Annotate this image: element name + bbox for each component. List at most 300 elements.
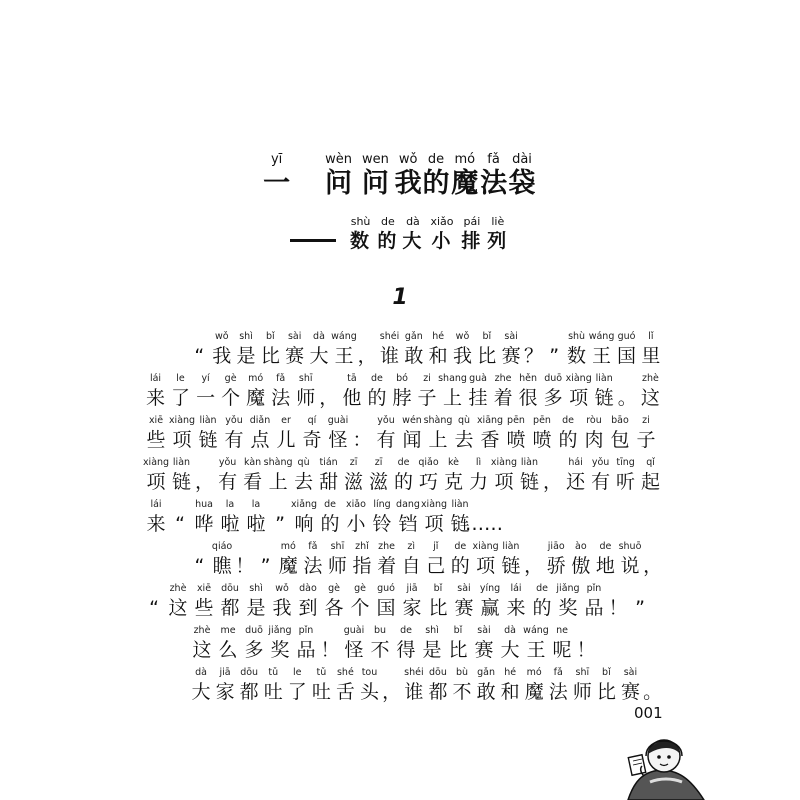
character [422, 152, 449, 201]
pinyin: ròu [586, 415, 602, 426]
hanzi: 的 [558, 429, 578, 451]
hanzi: 己 [426, 555, 446, 577]
title-number-hanzi: 一 [263, 168, 291, 199]
character [507, 152, 537, 201]
hanzi: 师 [327, 555, 347, 577]
hanzi: 家 [215, 681, 235, 703]
character [448, 541, 473, 579]
pinyin: zhe [494, 373, 512, 384]
hanzi: 王 [592, 345, 612, 367]
punctuation [318, 373, 339, 411]
text-line [143, 411, 663, 453]
character [426, 667, 450, 705]
pinyin: yǒu [218, 457, 237, 468]
title-text [320, 152, 537, 201]
hanzi: 国 [376, 597, 396, 619]
pinyin: liàn [451, 499, 469, 510]
character [193, 373, 218, 411]
hanzi: 我 [212, 345, 232, 367]
character [499, 541, 524, 579]
character [301, 541, 326, 579]
hanzi: 我 [452, 345, 472, 367]
hanzi: 魔 [246, 387, 266, 409]
character [210, 331, 234, 369]
pinyin: zì [407, 541, 415, 552]
pinyin: gè [224, 373, 237, 384]
character [473, 541, 499, 579]
pinyin: bǐ [482, 331, 492, 342]
hanzi: 我 [272, 597, 292, 619]
hanzi: 儿 [276, 429, 296, 451]
hanzi: ， [643, 555, 663, 577]
pinyin: tīng [616, 457, 635, 468]
pinyin: shàng [263, 457, 293, 468]
punctuation [382, 667, 402, 705]
hanzi: 地 [595, 555, 615, 577]
character [283, 331, 307, 369]
section-number: 1 [392, 285, 408, 310]
hanzi: 不 [452, 681, 472, 703]
hanzi: 赛 [454, 597, 474, 619]
pinyin: guà [469, 373, 487, 384]
hanzi: 骄 [546, 555, 566, 577]
character [399, 541, 424, 579]
pinyin: liàn [595, 373, 613, 384]
pinyin: wáng [523, 625, 549, 636]
character [347, 583, 373, 621]
pinyin: sài [623, 667, 638, 678]
punctuation [234, 541, 255, 579]
pinyin: yí [201, 373, 210, 384]
character [377, 215, 398, 254]
character [307, 331, 331, 369]
hanzi: 是 [422, 639, 442, 661]
hanzi: 滋 [344, 471, 364, 493]
pinyin: wǒ [214, 331, 229, 342]
hanzi: 子 [417, 387, 437, 409]
pinyin: wáng [331, 331, 357, 342]
pinyin: sài [287, 331, 302, 342]
hanzi: 赛 [474, 639, 494, 661]
character [243, 583, 269, 621]
pinyin: pēn [533, 415, 551, 426]
character [316, 457, 341, 495]
pinyin: qù [297, 457, 310, 468]
hanzi: 师 [296, 387, 316, 409]
hanzi: 呢 [552, 639, 572, 661]
pinyin: dōu [429, 667, 447, 678]
pinyin: hé [432, 331, 445, 342]
hanzi: ， [524, 555, 544, 577]
character [210, 541, 235, 579]
hanzi: 多 [244, 639, 264, 661]
character [374, 541, 399, 579]
hanzi: 了 [287, 681, 307, 703]
pinyin: de [371, 373, 383, 384]
pinyin: de [397, 457, 410, 468]
character [474, 667, 498, 705]
character [570, 667, 594, 705]
pinyin: hěn [519, 373, 538, 384]
pinyin: líng [373, 499, 391, 510]
character [402, 667, 426, 705]
character [261, 667, 285, 705]
hanzi: 这 [640, 387, 660, 409]
character [517, 457, 542, 495]
pinyin: jiā [406, 583, 418, 594]
hanzi: 是 [236, 345, 256, 367]
pinyin: zī [349, 457, 358, 468]
pinyin: hé [504, 667, 517, 678]
character [341, 457, 366, 495]
character [498, 667, 522, 705]
character [588, 457, 613, 495]
character [425, 583, 451, 621]
pinyin: le [293, 667, 302, 678]
character [377, 331, 401, 369]
pinyin: dà [313, 331, 325, 342]
hanzi: ， [319, 387, 339, 409]
hanzi: ： [352, 429, 372, 451]
character [217, 499, 243, 537]
punctuation [189, 541, 210, 579]
hanzi: 。 [643, 681, 663, 703]
hanzi: 排 [461, 230, 483, 252]
character [217, 583, 243, 621]
character [480, 152, 507, 201]
pinyin: gè [354, 583, 366, 594]
punctuation [617, 373, 638, 411]
character [267, 625, 293, 663]
character [529, 583, 555, 621]
character [189, 667, 213, 705]
pinyin: pǐn [298, 625, 314, 636]
punctuation [575, 625, 597, 663]
pinyin: dōu [240, 667, 259, 678]
character [343, 499, 369, 537]
punctuation [642, 541, 663, 579]
hanzi: 些 [146, 429, 166, 451]
hanzi: 的 [377, 230, 399, 252]
character [221, 415, 247, 453]
hanzi: 子 [636, 429, 656, 451]
character [421, 499, 447, 537]
character [394, 152, 423, 201]
hanzi: 都 [239, 681, 259, 703]
hanzi: 师 [572, 681, 592, 703]
character [195, 415, 221, 453]
hanzi: 力 [468, 471, 488, 493]
pinyin: liàn [502, 541, 520, 552]
hanzi: 小 [346, 513, 366, 535]
pinyin: ào [575, 541, 587, 552]
pinyin: tián [319, 457, 338, 468]
pinyin: zi [423, 373, 431, 384]
character [268, 373, 293, 411]
pinyin: kè [447, 457, 459, 468]
character [593, 541, 618, 579]
hanzi: 说 [620, 555, 640, 577]
character [581, 583, 607, 621]
pinyin: gǎn [477, 667, 496, 678]
pinyin: mó [248, 373, 264, 384]
character [541, 373, 566, 411]
hanzi: “ [175, 513, 185, 535]
pinyin: la [251, 499, 261, 510]
hanzi: 喷 [532, 429, 552, 451]
hanzi: 数 [567, 345, 587, 367]
character [367, 625, 393, 663]
hanzi: 都 [220, 597, 240, 619]
chapter-subtitle [0, 215, 800, 254]
character [291, 499, 317, 537]
pinyin: wǒ [398, 152, 418, 167]
hanzi: 这 [192, 639, 212, 661]
hanzi: 来 [506, 597, 526, 619]
hanzi: 敢 [476, 681, 496, 703]
hanzi: 都 [428, 681, 448, 703]
character [477, 415, 503, 453]
hanzi: 点 [250, 429, 270, 451]
hanzi: 吐 [263, 681, 283, 703]
pinyin: bǐ [266, 331, 275, 342]
pinyin: lì [475, 457, 482, 468]
character [218, 373, 243, 411]
pinyin: bù [455, 667, 469, 678]
character [477, 583, 503, 621]
pinyin: guài [343, 625, 365, 636]
hanzi: “ [149, 597, 159, 619]
pinyin: shì [425, 625, 439, 636]
character [165, 583, 191, 621]
pinyin: de [400, 625, 412, 636]
hanzi: 比 [260, 345, 280, 367]
pinyin: pǐn [586, 583, 602, 594]
hanzi: 奇 [302, 429, 322, 451]
pinyin: liè [491, 215, 505, 228]
character [339, 373, 364, 411]
character [416, 457, 441, 495]
hanzi: 香 [480, 429, 500, 451]
character [563, 457, 588, 495]
character [618, 541, 643, 579]
punctuation [194, 457, 215, 495]
pinyin: shuō [618, 541, 642, 552]
hanzi: 舌 [335, 681, 355, 703]
hanzi: 来 [146, 513, 166, 535]
character [325, 541, 350, 579]
character [321, 583, 347, 621]
pinyin: shang [438, 373, 467, 384]
pinyin: sài [504, 331, 518, 342]
character [348, 215, 374, 254]
hanzi: 家 [402, 597, 422, 619]
character [523, 625, 549, 663]
subtitle-text [346, 215, 511, 254]
character [555, 415, 581, 453]
character [320, 152, 357, 201]
character [331, 331, 357, 369]
hanzi: 他 [342, 387, 362, 409]
hanzi: 法 [548, 681, 568, 703]
character [546, 667, 570, 705]
hanzi: 链 [171, 471, 191, 493]
pinyin: tou [361, 667, 378, 678]
character [234, 331, 258, 369]
punctuation [269, 499, 291, 537]
punctuation [255, 541, 276, 579]
hanzi: 滋 [369, 471, 389, 493]
pinyin: qù [457, 415, 471, 426]
hanzi: 喷 [506, 429, 526, 451]
pinyin: xiàng [472, 541, 499, 552]
hanzi: 比 [596, 681, 616, 703]
story-text [143, 327, 663, 705]
punctuation [319, 625, 341, 663]
character [441, 457, 466, 495]
pinyin: zhè [641, 373, 659, 384]
pinyin: shéi [379, 331, 400, 342]
hanzi: 怪 [344, 639, 364, 661]
pinyin: xiàng [565, 373, 592, 384]
chapter-title [0, 152, 800, 201]
text-line [143, 537, 663, 579]
pinyin: hái [568, 457, 583, 468]
hanzi: 链 [450, 513, 470, 535]
character [341, 625, 367, 663]
character [357, 152, 394, 201]
character [389, 373, 414, 411]
hanzi: 自 [401, 555, 421, 577]
character [241, 625, 267, 663]
pinyin: tā [347, 373, 357, 384]
pinyin: tǔ [268, 667, 279, 678]
hanzi: 到 [298, 597, 318, 619]
character [215, 457, 240, 495]
hanzi: ！ [320, 639, 340, 661]
character [325, 415, 351, 453]
pinyin: fǎ [308, 541, 318, 552]
character [265, 457, 291, 495]
hanzi: 着 [493, 387, 513, 409]
pinyin: zhe [378, 541, 395, 552]
character [213, 667, 237, 705]
pinyin: mó [526, 667, 542, 678]
hanzi: ！ [576, 639, 596, 661]
character [491, 373, 516, 411]
pinyin: de [562, 415, 574, 426]
text-line [143, 663, 663, 705]
subtitle-dash [290, 239, 336, 242]
pinyin: shī [575, 667, 590, 678]
pinyin: zhè [193, 625, 211, 636]
pinyin: xiē [148, 415, 164, 426]
hanzi: 去 [294, 471, 314, 493]
title-number [263, 152, 290, 201]
character [569, 541, 594, 579]
punctuation [642, 667, 662, 705]
character [299, 415, 325, 453]
pinyin: dào [299, 583, 317, 594]
character [143, 499, 169, 537]
hanzi: 有 [224, 429, 244, 451]
hanzi: 哗 [194, 513, 214, 535]
hanzi: 袋 [508, 168, 536, 199]
character [589, 331, 615, 369]
character [592, 373, 617, 411]
hanzi: 国 [617, 345, 637, 367]
pinyin: mó [280, 541, 296, 552]
hanzi: 瞧 [212, 555, 232, 577]
hanzi: 项 [424, 513, 444, 535]
hanzi: 大 [309, 345, 329, 367]
character [522, 667, 546, 705]
punctuation [607, 583, 629, 621]
pinyin: shì [239, 331, 253, 342]
pinyin: de [381, 215, 395, 228]
hanzi: 起 [641, 471, 661, 493]
pinyin: pēn [507, 415, 525, 426]
punctuation [544, 331, 565, 369]
hanzi: ” [635, 597, 645, 619]
hanzi: 小 [431, 230, 453, 252]
character [395, 499, 421, 537]
hanzi: 着 [377, 555, 397, 577]
pinyin: de [324, 499, 336, 510]
pinyin: yíng [479, 583, 501, 594]
pinyin: shéi [404, 667, 424, 678]
pinyin: zī [374, 457, 383, 468]
pinyin: de [427, 152, 445, 167]
pinyin: de [454, 541, 467, 552]
pinyin: yǒu [591, 457, 610, 468]
hanzi: 一 [196, 387, 216, 409]
punctuation [169, 499, 191, 537]
character [143, 373, 168, 411]
punctuation [143, 583, 165, 621]
pinyin: bǐ [602, 667, 611, 678]
hanzi: 肉 [584, 429, 604, 451]
hanzi: ， [543, 471, 563, 493]
pinyin: duō [544, 373, 563, 384]
pinyin: jǐ [433, 541, 439, 552]
character [503, 583, 529, 621]
pinyin: shī [330, 541, 345, 552]
character [143, 415, 169, 453]
pinyin: liàn [172, 457, 191, 468]
hanzi: 多 [543, 387, 563, 409]
hanzi: 巧 [419, 471, 439, 493]
character [544, 541, 569, 579]
character [491, 457, 517, 495]
pinyin: qǐ [646, 457, 655, 468]
hanzi: 列 [487, 230, 509, 252]
pinyin: bó [396, 373, 408, 384]
pinyin: xiàng [490, 457, 518, 468]
character [555, 583, 581, 621]
title-number-pinyin: yī [270, 152, 283, 167]
punctuation [523, 541, 544, 579]
pinyin: sài [477, 625, 491, 636]
hanzi: 项 [476, 555, 496, 577]
pinyin: guó [377, 583, 395, 594]
hanzi: 和 [428, 345, 448, 367]
character [613, 457, 638, 495]
pinyin: bǐ [453, 625, 463, 636]
pinyin: shì [249, 583, 263, 594]
character [564, 331, 588, 369]
pinyin: lái [150, 499, 162, 510]
